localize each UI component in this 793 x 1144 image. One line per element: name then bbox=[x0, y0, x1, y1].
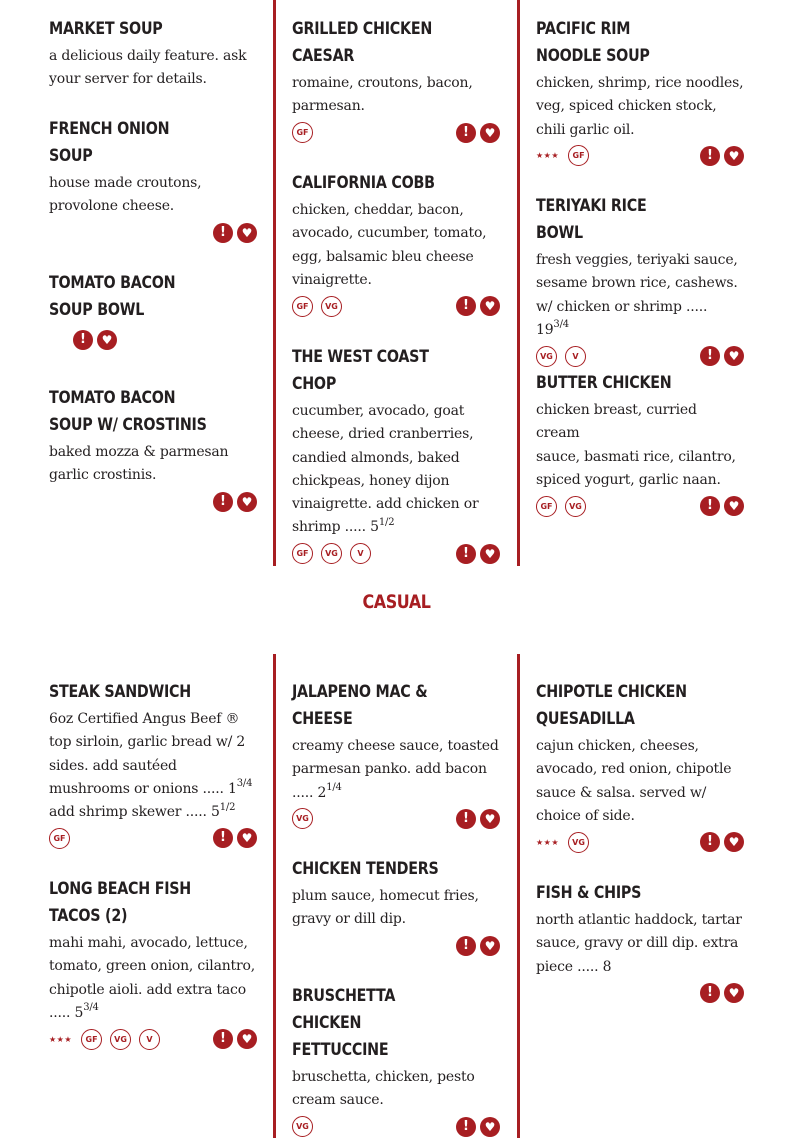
item-description-line: provolone cheese. bbox=[49, 198, 175, 215]
item-actions bbox=[452, 295, 500, 317]
item-actions bbox=[696, 345, 744, 367]
menu-item bbox=[292, 170, 500, 319]
diet-vg-icon: VG bbox=[110, 1029, 131, 1050]
icon-row bbox=[292, 808, 500, 832]
favorite-heart-icon[interactable]: ♥ bbox=[480, 936, 500, 956]
item-description-line: candied almonds, baked bbox=[292, 449, 460, 466]
section-title bbox=[0, 591, 793, 613]
item-description-line: 6oz Certified Angus Beef ® bbox=[49, 711, 240, 727]
icon-row bbox=[536, 345, 744, 369]
favorite-heart-icon[interactable]: ♥ bbox=[237, 1029, 257, 1049]
item-description bbox=[292, 885, 500, 932]
item-description-line: sauce & salsa. served w/ bbox=[536, 784, 707, 801]
item-description bbox=[536, 735, 744, 828]
item-title bbox=[49, 270, 224, 324]
diet-gf-icon: GF bbox=[81, 1029, 102, 1050]
item-description-line: mahi mahi, avocado, lettuce, bbox=[49, 935, 248, 951]
allergen-warning-icon[interactable]: ! bbox=[456, 544, 476, 564]
item-actions bbox=[452, 543, 500, 565]
price-fraction: 3/4 bbox=[553, 319, 569, 331]
item-description-line bbox=[536, 296, 744, 343]
favorite-heart-icon[interactable]: ♥ bbox=[480, 296, 500, 316]
diet-vg-icon: VG bbox=[292, 1116, 313, 1137]
menu-item bbox=[536, 679, 744, 855]
item-actions bbox=[209, 222, 257, 244]
item-description-line: egg, balsamic bleu cheese bbox=[292, 248, 474, 265]
item-description-line bbox=[49, 778, 257, 801]
item-title bbox=[536, 193, 711, 247]
favorite-heart-icon[interactable]: ♥ bbox=[237, 492, 257, 512]
menu-item bbox=[292, 983, 500, 1140]
item-description-line: garlic crostinis. bbox=[49, 467, 157, 484]
item-title-line: PACIFIC RIM bbox=[536, 19, 631, 39]
item-title-line: THE WEST COAST bbox=[292, 347, 429, 367]
allergen-warning-icon[interactable]: ! bbox=[213, 828, 233, 848]
item-description bbox=[536, 909, 744, 979]
item-description-line: creamy cheese sauce, toasted bbox=[292, 738, 499, 754]
item-actions bbox=[452, 935, 500, 957]
item-title bbox=[49, 876, 224, 930]
icon-row bbox=[292, 543, 500, 567]
item-title-line: FISH & CHIPS bbox=[536, 883, 642, 903]
item-description-line: avocado, red onion, chipotle bbox=[536, 761, 732, 778]
diet-vg-icon: VG bbox=[565, 496, 586, 517]
item-description-line: chili garlic oil. bbox=[536, 121, 635, 138]
item-title bbox=[292, 983, 467, 1064]
item-title-line: BRUSCHETTA bbox=[292, 986, 396, 1006]
item-actions bbox=[69, 329, 117, 351]
menu-item bbox=[49, 16, 257, 92]
item-description-line: parmesan. bbox=[292, 98, 365, 115]
item-actions bbox=[209, 827, 257, 849]
allergen-warning-icon[interactable]: ! bbox=[456, 1117, 476, 1137]
item-title-line: FRENCH ONION bbox=[49, 119, 170, 139]
diet-gf-icon: GF bbox=[292, 296, 313, 317]
spicy-stars-icon: ★★★ bbox=[536, 151, 560, 161]
allergen-warning-icon[interactable]: ! bbox=[700, 496, 720, 516]
icon-row bbox=[49, 827, 257, 851]
item-title-line: MARKET SOUP bbox=[49, 19, 163, 39]
item-description-line bbox=[49, 801, 257, 824]
allergen-warning-icon[interactable]: ! bbox=[456, 809, 476, 829]
column-divider bbox=[273, 0, 276, 566]
favorite-heart-icon[interactable]: ♥ bbox=[724, 496, 744, 516]
dietary-tags bbox=[49, 1028, 168, 1050]
allergen-warning-icon[interactable]: ! bbox=[700, 983, 720, 1003]
item-description-line: cream sauce. bbox=[292, 1092, 384, 1109]
item-title-line: TACOS (2) bbox=[49, 906, 128, 926]
item-description-line: tomato, green onion, cilantro, bbox=[49, 958, 255, 975]
price-text: ..... 2 bbox=[292, 784, 327, 801]
item-title-line: QUESADILLA bbox=[536, 709, 635, 729]
item-title-line: STEAK SANDWICH bbox=[49, 682, 191, 702]
allergen-warning-icon[interactable]: ! bbox=[456, 123, 476, 143]
column-divider bbox=[517, 0, 520, 566]
diet-vg-icon: VG bbox=[321, 296, 342, 317]
menu-column bbox=[292, 0, 500, 1144]
column-divider bbox=[517, 654, 520, 1138]
item-description bbox=[292, 400, 500, 540]
menu-item bbox=[49, 116, 257, 246]
allergen-warning-icon[interactable]: ! bbox=[73, 330, 93, 350]
dietary-tags bbox=[292, 1116, 321, 1138]
icon-row bbox=[49, 491, 257, 515]
menu-item bbox=[49, 385, 257, 515]
item-title bbox=[536, 16, 711, 70]
section-title-text: CASUAL bbox=[362, 591, 431, 613]
icon-row bbox=[536, 982, 744, 1006]
item-title bbox=[292, 344, 467, 398]
item-title-line: FETTUCCINE bbox=[292, 1040, 389, 1060]
price-fraction: 1/4 bbox=[326, 781, 342, 793]
item-title-line: CHICKEN TENDERS bbox=[292, 859, 439, 879]
item-title-line: SOUP BOWL bbox=[49, 300, 145, 320]
dietary-tags bbox=[292, 295, 350, 317]
column-divider bbox=[273, 654, 276, 1138]
item-description bbox=[292, 199, 500, 292]
item-description-line: veg, spiced chicken stock, bbox=[536, 98, 717, 115]
price-fraction: 1/2 bbox=[378, 516, 395, 528]
item-description-line: baked mozza & parmesan bbox=[49, 444, 229, 460]
item-description-line: cheese, dried cranberries, bbox=[292, 426, 474, 443]
item-actions bbox=[696, 831, 744, 853]
price-fraction: 3/4 bbox=[83, 1002, 99, 1014]
item-description-line: chickpeas, honey dijon bbox=[292, 472, 450, 489]
item-title-line: CHEESE bbox=[292, 709, 353, 729]
item-description-line: chicken breast, curried cream bbox=[536, 402, 697, 442]
item-description bbox=[292, 1066, 500, 1113]
spicy-stars-icon: ★★★ bbox=[49, 1034, 73, 1044]
item-actions bbox=[696, 145, 744, 167]
allergen-warning-icon[interactable]: ! bbox=[700, 832, 720, 852]
allergen-warning-icon[interactable]: ! bbox=[456, 296, 476, 316]
item-description-line: chicken, shrimp, rice noodles, bbox=[536, 75, 744, 91]
item-description-line: chicken, cheddar, bacon, bbox=[292, 202, 464, 218]
price-fraction: 1/2 bbox=[219, 801, 236, 813]
menu-column bbox=[536, 0, 744, 1144]
icon-row bbox=[292, 1116, 500, 1140]
favorite-heart-icon[interactable]: ♥ bbox=[724, 146, 744, 166]
dietary-tags bbox=[292, 808, 321, 830]
item-title bbox=[292, 170, 467, 197]
item-title-line: SOUP W/ CROSTINIS bbox=[49, 415, 207, 435]
item-title-line: GRILLED CHICKEN bbox=[292, 19, 433, 39]
item-description-line bbox=[292, 782, 500, 805]
diet-vg-icon: VG bbox=[536, 346, 557, 367]
item-description-line: cucumber, avocado, goat bbox=[292, 403, 465, 419]
menu-item bbox=[536, 193, 744, 369]
item-description bbox=[49, 441, 257, 488]
item-description-line: spiced yogurt, garlic naan. bbox=[536, 471, 721, 488]
dietary-tags bbox=[536, 495, 594, 517]
item-title bbox=[49, 385, 224, 439]
item-description-line: gravy or dill dip. bbox=[292, 911, 406, 928]
allergen-warning-icon[interactable]: ! bbox=[213, 492, 233, 512]
item-description bbox=[536, 399, 744, 492]
allergen-warning-icon[interactable]: ! bbox=[213, 223, 233, 243]
favorite-heart-icon[interactable]: ♥ bbox=[237, 828, 257, 848]
price-text: w/ chicken or shrimp ..... 19 bbox=[536, 298, 708, 338]
dietary-tags bbox=[292, 122, 321, 144]
item-title bbox=[536, 880, 711, 907]
item-actions bbox=[209, 491, 257, 513]
diet-vg-icon: VG bbox=[292, 808, 313, 829]
allergen-warning-icon[interactable]: ! bbox=[700, 146, 720, 166]
item-description-line: bruschetta, chicken, pesto bbox=[292, 1069, 475, 1085]
item-description-line: choice of side. bbox=[536, 807, 635, 824]
item-description-line: north atlantic haddock, tartar bbox=[536, 912, 742, 928]
menu-item bbox=[536, 370, 744, 519]
item-description-line: a delicious daily feature. ask bbox=[49, 48, 247, 64]
spicy-stars-icon: ★★★ bbox=[536, 837, 560, 847]
item-title-line: NOODLE SOUP bbox=[536, 46, 650, 66]
item-title bbox=[536, 679, 711, 733]
favorite-heart-icon[interactable]: ♥ bbox=[237, 223, 257, 243]
favorite-heart-icon[interactable]: ♥ bbox=[97, 330, 117, 350]
item-description-line: parmesan panko. add bacon bbox=[292, 761, 487, 778]
diet-gf-icon: GF bbox=[292, 122, 313, 143]
menu-item bbox=[49, 270, 257, 353]
dietary-tags bbox=[49, 827, 78, 849]
diet-gf-icon: GF bbox=[536, 496, 557, 517]
item-title bbox=[292, 856, 467, 883]
item-title bbox=[49, 679, 224, 706]
item-description-line: sauce, gravy or dill dip. extra bbox=[536, 935, 739, 952]
menu-item bbox=[49, 679, 257, 851]
diet-v-icon: V bbox=[139, 1029, 160, 1050]
item-title-line: TOMATO BACON bbox=[49, 273, 176, 293]
price-fraction: 3/4 bbox=[236, 778, 253, 790]
diet-vg-icon: VG bbox=[321, 543, 342, 564]
allergen-warning-icon[interactable]: ! bbox=[456, 936, 476, 956]
item-actions bbox=[209, 1028, 257, 1050]
item-description-line: chipotle aioli. add extra taco bbox=[49, 981, 246, 998]
icon-row bbox=[536, 495, 744, 519]
allergen-warning-icon[interactable]: ! bbox=[700, 346, 720, 366]
item-title-line: BOWL bbox=[536, 223, 583, 243]
icon-row bbox=[536, 831, 744, 855]
diet-gf-icon: GF bbox=[568, 145, 589, 166]
item-description-line: sesame brown rice, cashews. bbox=[536, 275, 738, 292]
item-description-line: cajun chicken, cheeses, bbox=[536, 738, 699, 754]
icon-row bbox=[49, 329, 257, 353]
item-description bbox=[292, 72, 500, 119]
item-description-line: sides. add sautéed bbox=[49, 757, 177, 774]
icon-row bbox=[292, 935, 500, 959]
item-title-line: TOMATO BACON bbox=[49, 388, 176, 408]
favorite-heart-icon[interactable]: ♥ bbox=[724, 346, 744, 366]
menu-item bbox=[292, 856, 500, 959]
item-title bbox=[536, 370, 711, 397]
icon-row bbox=[292, 295, 500, 319]
menu-item bbox=[49, 876, 257, 1052]
item-title-line: BUTTER CHICKEN bbox=[536, 373, 672, 393]
menu-item bbox=[536, 880, 744, 1006]
item-description bbox=[536, 249, 744, 342]
item-title-line: CHIPOTLE CHICKEN bbox=[536, 682, 687, 702]
dietary-tags bbox=[292, 543, 379, 565]
menu-item bbox=[292, 344, 500, 567]
item-title-line: CHOP bbox=[292, 374, 337, 394]
item-title-line: TERIYAKI RICE bbox=[536, 196, 647, 216]
item-description-line bbox=[49, 1002, 257, 1025]
item-description-line: vinaigrette. add chicken or bbox=[292, 496, 479, 513]
icon-row bbox=[536, 145, 744, 169]
item-description-line bbox=[292, 516, 500, 539]
item-description bbox=[49, 45, 257, 92]
item-description bbox=[49, 172, 257, 219]
item-title-line: SOUP bbox=[49, 146, 93, 166]
item-actions bbox=[696, 495, 744, 517]
item-description-line: plum sauce, homecut fries, bbox=[292, 888, 479, 904]
item-title-line: CAESAR bbox=[292, 46, 355, 66]
favorite-heart-icon[interactable]: ♥ bbox=[480, 809, 500, 829]
diet-gf-icon: GF bbox=[49, 828, 70, 849]
favorite-heart-icon[interactable]: ♥ bbox=[480, 1117, 500, 1137]
diet-v-icon: V bbox=[350, 543, 371, 564]
item-description-line: fresh veggies, teriyaki sauce, bbox=[536, 252, 738, 268]
item-title-line: JALAPENO MAC & bbox=[292, 682, 428, 702]
price-text: add shrimp skewer ..... 5 bbox=[49, 804, 220, 821]
price-text: shrimp ..... 5 bbox=[292, 519, 379, 536]
item-description-line: piece ..... 8 bbox=[536, 958, 612, 975]
item-actions bbox=[452, 122, 500, 144]
item-title-line: LONG BEACH FISH bbox=[49, 879, 191, 899]
menu-item bbox=[292, 16, 500, 146]
price-text: ..... 5 bbox=[49, 1004, 84, 1021]
item-title bbox=[49, 16, 224, 43]
diet-gf-icon: GF bbox=[292, 543, 313, 564]
item-description bbox=[49, 932, 257, 1025]
favorite-heart-icon[interactable]: ♥ bbox=[724, 832, 744, 852]
icon-row bbox=[49, 222, 257, 246]
item-title-line: CHICKEN bbox=[292, 1013, 362, 1033]
icon-row bbox=[49, 1028, 257, 1052]
item-description-line: romaine, croutons, bacon, bbox=[292, 75, 473, 91]
item-description bbox=[292, 735, 500, 805]
item-actions bbox=[452, 808, 500, 830]
dietary-tags bbox=[536, 831, 597, 853]
item-actions bbox=[696, 982, 744, 1004]
price-text: mushrooms or onions ..... 1 bbox=[49, 780, 237, 797]
diet-vg-icon: VG bbox=[568, 832, 589, 853]
dietary-tags bbox=[536, 145, 597, 167]
item-title bbox=[49, 116, 224, 170]
item-description bbox=[49, 708, 257, 824]
favorite-heart-icon[interactable]: ♥ bbox=[480, 123, 500, 143]
item-title bbox=[292, 16, 467, 70]
menu-item bbox=[292, 679, 500, 832]
item-description bbox=[536, 72, 744, 142]
item-description-line: sauce, basmati rice, cilantro, bbox=[536, 448, 736, 465]
menu-column bbox=[49, 0, 257, 1144]
item-description-line: avocado, cucumber, tomato, bbox=[292, 225, 487, 242]
item-title bbox=[292, 679, 467, 733]
item-description-line: top sirloin, garlic bread w/ 2 bbox=[49, 734, 246, 751]
item-description-line: house made croutons, bbox=[49, 175, 202, 191]
item-description-line: your server for details. bbox=[49, 71, 207, 88]
item-description-line: vinaigrette. bbox=[292, 271, 372, 288]
favorite-heart-icon[interactable]: ♥ bbox=[724, 983, 744, 1003]
menu-item bbox=[536, 16, 744, 169]
diet-v-icon: V bbox=[565, 346, 586, 367]
item-title-line: CALIFORNIA COBB bbox=[292, 173, 435, 193]
favorite-heart-icon[interactable]: ♥ bbox=[480, 544, 500, 564]
icon-row bbox=[292, 122, 500, 146]
item-actions bbox=[452, 1116, 500, 1138]
dietary-tags bbox=[536, 345, 594, 367]
allergen-warning-icon[interactable]: ! bbox=[213, 1029, 233, 1049]
